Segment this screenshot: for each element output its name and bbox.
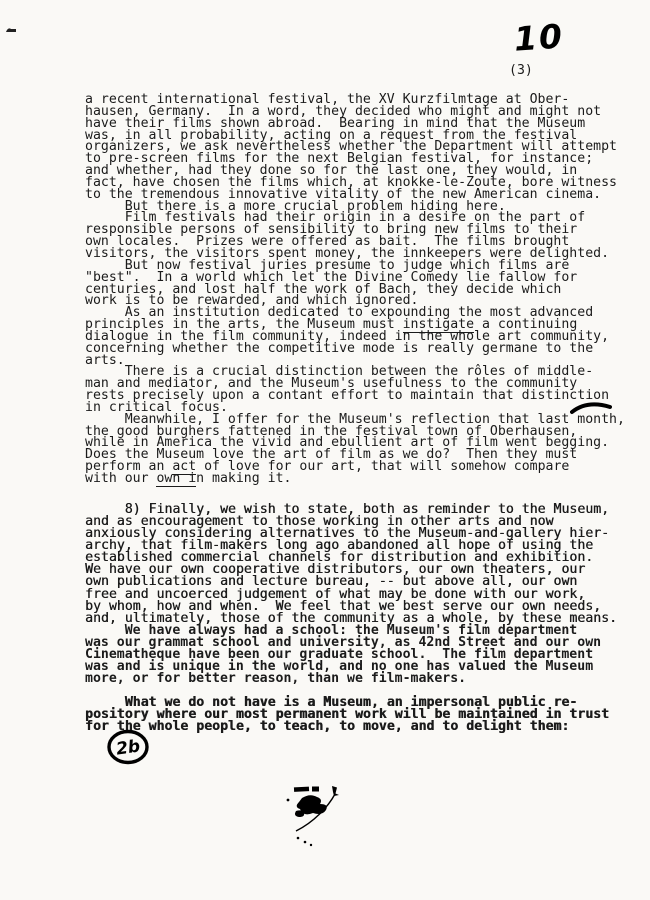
document-line: in critical focus. — [85, 399, 228, 415]
handwritten-page-number: 10 — [512, 16, 566, 59]
document-line: hausen, Germany. In a word, they decided who might and might not — [85, 103, 602, 119]
document-line: Cinematheque have been our graduate school. The film department — [85, 646, 594, 662]
document-line: was and is unique in the world, and no one has valued the Museum — [85, 659, 594, 675]
document-line: and whether, had they done so for the last one, they would, in — [85, 163, 578, 179]
text-body — [85, 94, 645, 734]
document-line: organizers, we ask nevertheless whether the Department will attempt — [85, 139, 617, 155]
document-line: We have our own cooperative distributors, our own theaters, our — [85, 562, 586, 578]
document-line: But now festival juries presume to judge which films are — [85, 257, 570, 273]
document-line: archy, that film-makers long ago abandoned all hope of using the — [85, 538, 594, 554]
document-line: free and uncoerced judgement of what may be done with our work, — [85, 586, 586, 602]
document-line: a recent international festival, the XV Kurzfilmtage at Ober- — [85, 92, 570, 107]
document-line: while in America the vivid and ebullient art of film went begging. — [85, 435, 610, 451]
document-line: centuries, and lost half the work of Bach, they decide which — [85, 281, 562, 297]
document-line: As an institution dedicated to expounding the most advanced — [85, 305, 594, 321]
document-line: Does the Museum love the art of film as we do? Then they must — [85, 447, 578, 463]
document-line: Meanwhile, I offer for the Museum's reflection that last month, — [85, 411, 625, 427]
document-line: work is to be rewarded, and which ignored. — [85, 293, 419, 309]
document-line: Film festivals had their origin in a desire on the part of — [85, 210, 586, 226]
circled-mark-text: 2b — [114, 736, 142, 760]
document-line: There is a crucial distinction between the rôles of middle- — [85, 364, 594, 380]
document-line: the good burghers fattened in the festival town of Oberhausen, — [85, 423, 578, 439]
underlined-word: instigate — [402, 317, 475, 333]
document-line: to pre-screen films for the next Belgian festival, for instance; — [85, 151, 594, 167]
document-line: But there is a more crucial problem hiding here. — [85, 198, 506, 214]
document-line: pository where our most permanent work will be maintained in trust — [85, 707, 610, 723]
document-line: We have always had a school: the Museum's film department — [85, 622, 578, 638]
document-line: to the tremendous innovative vitality of the new American cinema. — [85, 186, 602, 202]
document-line: concerning whether the competitive mode is really germane to the — [85, 340, 594, 356]
corner-scribble-mark — [5, 25, 19, 35]
document-line: was, in all probability, acting on a request from the festival — [85, 127, 578, 143]
ink-smudge-mark — [282, 784, 344, 848]
underlined-word: own i — [156, 471, 197, 486]
document-line: have their films shown abroad. Bearing in mind that the Museum — [85, 115, 586, 131]
document-line: anxiously considering alternatives to the Museum-and-gallery hier- — [85, 526, 610, 542]
document-line: established commercial channels for distribution and exhibition. — [85, 550, 594, 566]
document-line: rests precisely upon a contant effort to maintain that distinction — [85, 388, 610, 404]
document-line: principles in the arts, the Museum must instigate a continuing — [85, 317, 578, 333]
margin-swoosh-mark — [570, 399, 612, 417]
document-line: fact, have chosen the films which, at knokke-le-Zoute, bore witness — [85, 174, 617, 190]
paragraph-block — [85, 697, 645, 733]
document-line: What we do not have is a Museum, an impersonal public re- — [85, 695, 578, 711]
document-line: "best". In a world which let the Divine Comedy lie fallow for — [85, 269, 578, 285]
document-line: visitors, the visitors spent money, the innkeepers were delighted. — [85, 245, 610, 261]
paragraph-block — [85, 501, 645, 687]
document-line: man and mediator, and the Museum's usefulness to the community — [85, 376, 578, 392]
document-line: own publications and lecture bureau, -- but above all, our own — [85, 574, 578, 590]
document-line: more, or for better reason, than we film-makers. — [85, 671, 467, 687]
circled-2b-mark — [104, 727, 152, 767]
document-line: dialogue in the film community, indeed in the whole art community, — [85, 328, 610, 344]
document-line: was our grammat school and university, as 42nd Street and our own — [85, 634, 602, 650]
paragraph-block — [85, 94, 645, 485]
document-line: arts. — [85, 352, 125, 368]
document-line: by whom, how and when. We feel that we best serve our own needs, — [85, 598, 602, 614]
document-line: with our own in making it. — [85, 471, 292, 486]
document-line: for the whole people, to teach, to move, and to delight them: — [85, 719, 570, 735]
document-line: own locales. Prizes were offered as bait. The films brought — [85, 234, 570, 250]
document-line: responsible persons of sensibility to bring new films to their — [85, 222, 578, 238]
document-line: perform an act of love for our art, that will somehow compare — [85, 459, 570, 475]
document-line: and as encouragement to those working in other arts and now — [85, 513, 554, 529]
typed-page-number: (3) — [509, 63, 533, 78]
underlined-word: act — [172, 459, 197, 475]
document-line: and, ultimately, those of the community as a whole, by these means. — [85, 610, 617, 626]
document-line: 8) Finally, we wish to state, both as reminder to the Museum, — [85, 501, 610, 517]
